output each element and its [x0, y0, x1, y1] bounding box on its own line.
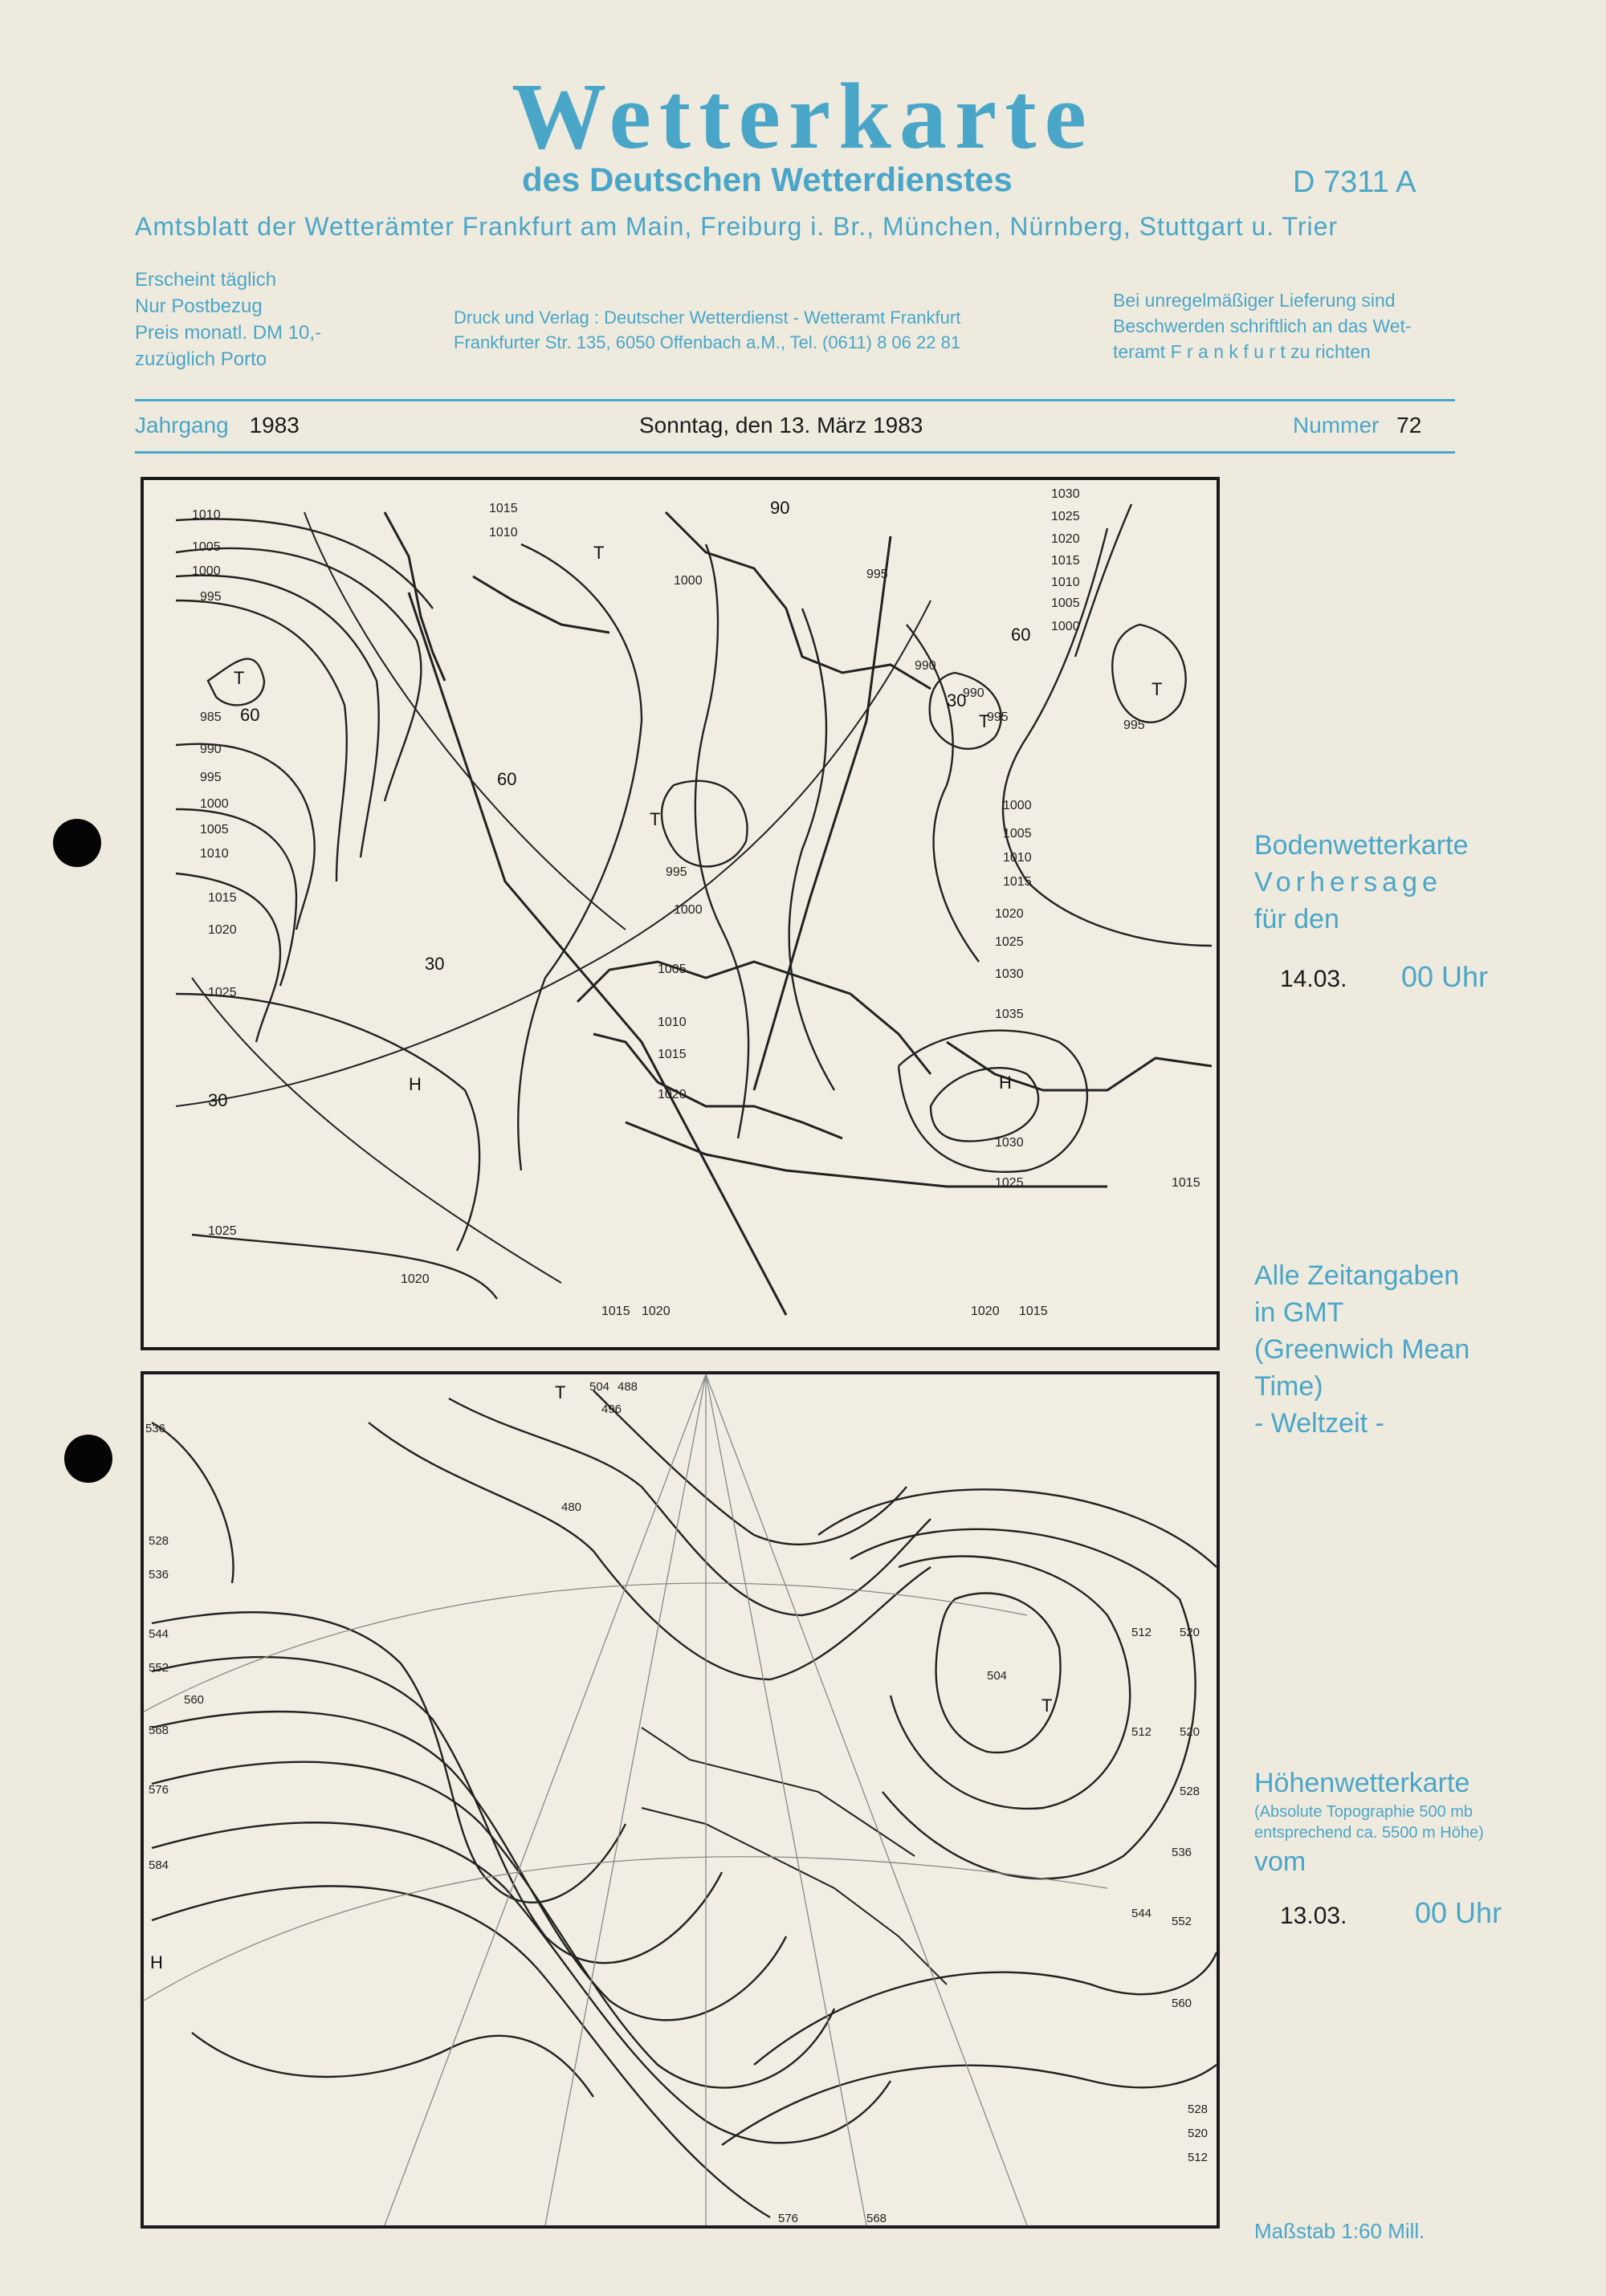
isobar-label: 995	[987, 710, 1009, 724]
height-contour	[152, 1612, 626, 1903]
height-label: 520	[1180, 1626, 1200, 1639]
latitude-label: 30	[947, 690, 967, 710]
isobar-label: 990	[200, 743, 222, 756]
height-label: 552	[149, 1661, 169, 1675]
surface-map-svg	[144, 480, 1217, 1347]
isobar-label: 985	[200, 710, 222, 724]
upper-map-caption	[1254, 1765, 1484, 1880]
isobar-label: 1020	[401, 1272, 430, 1286]
coastline	[947, 1042, 1212, 1090]
latitude-label: 60	[497, 769, 517, 789]
isobar-label: 1020	[1051, 532, 1080, 546]
masthead-subtitle: des Deutschen Wetterdienstes	[522, 161, 1013, 198]
height-contour	[850, 1529, 1196, 1879]
coastline	[642, 1808, 947, 1985]
height-contour	[593, 1390, 907, 1545]
isobar	[1003, 528, 1212, 946]
front-line	[754, 536, 891, 1090]
height-contour	[152, 1657, 722, 1963]
front-line	[409, 592, 786, 1315]
complaint-line: Beschwerden schriftlich an das Wet-	[1113, 315, 1412, 336]
fuer-den-label: für den	[1254, 904, 1339, 934]
time-note-line: - Weltzeit -	[1254, 1408, 1384, 1439]
isobar-label: 1020	[995, 907, 1024, 921]
nummer-value: 72	[1396, 413, 1422, 438]
postal-code: D 7311 A	[1293, 165, 1416, 199]
isobar-label: 1020	[208, 923, 237, 937]
punch-hole	[53, 819, 101, 867]
pressure-center: H	[999, 1073, 1012, 1093]
isobar-label: 990	[915, 659, 936, 673]
height-contour	[818, 1489, 1217, 1567]
isobar	[789, 609, 834, 1090]
lat-line	[304, 512, 626, 930]
height-label: 568	[866, 2212, 887, 2225]
isobar-label: 995	[1123, 719, 1145, 732]
height-label: 528	[1188, 2103, 1209, 2116]
upper-center: T	[1041, 1696, 1053, 1716]
isobar-label: 1000	[1003, 799, 1032, 812]
latitude-label: 30	[208, 1090, 228, 1110]
surface-map-caption	[1254, 827, 1469, 938]
coastline	[642, 1728, 915, 1856]
height-label: 584	[149, 1858, 169, 1872]
nummer	[1293, 413, 1421, 438]
isobar-label: 1030	[1051, 487, 1080, 501]
height-label: 496	[601, 1402, 622, 1416]
amtsblatt-line: Amtsblatt der Wetterämter Frankfurt am Main, Freiburg i. Br., München, Nürnberg, Stuttgart u. Trier	[135, 212, 1339, 241]
isobar	[518, 544, 642, 1170]
isobar-label: 995	[666, 865, 687, 879]
height-label: 536	[149, 1568, 169, 1582]
height-contour	[152, 1886, 770, 2217]
boden-title: Bodenwetterkarte	[1254, 830, 1469, 861]
pressure-center: T	[593, 543, 605, 563]
isobar-label: 1015	[1003, 875, 1032, 889]
masthead-title: Wetterkarte	[512, 63, 1094, 169]
height-label: 560	[1172, 1997, 1192, 2010]
pressure-center: T	[979, 711, 990, 731]
jahrgang-label: Jahrgang	[135, 413, 229, 438]
punch-hole	[64, 1435, 112, 1483]
height-label: 512	[1188, 2151, 1209, 2164]
isobar-label: 1015	[1051, 554, 1080, 568]
pressure-center: T	[234, 668, 245, 688]
complaint-line: teramt F r a n k f u r t zu richten	[1113, 341, 1371, 362]
isobar-label: 1010	[192, 508, 221, 522]
height-contour	[152, 1712, 786, 2020]
time-note	[1254, 1257, 1469, 1442]
height-label: 536	[145, 1422, 166, 1435]
hoehen-title: Höhenwetterkarte	[1254, 1768, 1470, 1798]
isobar-label: 1000	[674, 903, 703, 917]
isobar	[176, 548, 421, 801]
subscription-line: zuzüglich Porto	[135, 348, 267, 370]
coastline	[593, 1034, 842, 1138]
isobar-label: 1020	[971, 1305, 1000, 1318]
upper-center: H	[150, 1952, 163, 1972]
isobar-label: 1015	[208, 891, 237, 905]
isobar-label: 990	[963, 686, 984, 700]
height-label: 504	[589, 1380, 610, 1394]
height-label: 528	[149, 1534, 169, 1548]
height-label: 512	[1131, 1626, 1152, 1639]
boden-date: 14.03.	[1280, 966, 1347, 992]
time-note-line: (Greenwich Mean	[1254, 1334, 1470, 1365]
height-label: 568	[149, 1724, 169, 1737]
isobar-label: 1015	[1172, 1176, 1200, 1190]
time-note-line: Alle Zeitangaben	[1254, 1260, 1460, 1291]
subscription-line: Erscheint täglich	[135, 269, 277, 291]
isobar-label: 1010	[1051, 576, 1080, 589]
boden-time: 00 Uhr	[1401, 960, 1489, 993]
isobar-label: 1030	[995, 967, 1024, 981]
coastline	[577, 962, 931, 1074]
isobar-label: 1030	[995, 1136, 1024, 1150]
pressure-center: T	[650, 809, 661, 829]
isobar	[662, 781, 748, 867]
height-contour	[192, 2033, 593, 2097]
time-note-line: Time)	[1254, 1371, 1323, 1402]
height-label: 576	[149, 1783, 169, 1797]
latitude-label: 30	[425, 954, 445, 974]
isobar-label: 1005	[658, 963, 687, 976]
complaint-info	[1113, 287, 1412, 364]
vom-label: vom	[1254, 1846, 1306, 1877]
isobar-label: 1025	[208, 986, 237, 999]
isobar-label: 995	[200, 771, 222, 784]
isobar	[899, 1031, 1087, 1172]
height-contour	[891, 1557, 1130, 1809]
isobar-label: 1000	[1051, 620, 1080, 633]
publisher-info	[454, 305, 960, 355]
latitude-label: 60	[1011, 625, 1031, 645]
scale-note: Maßstab 1:60 Mill.	[1254, 2219, 1425, 2243]
publisher-line: Frankfurter Str. 135, 6050 Offenbach a.M., Tel. (0611) 8 06 22 81	[454, 332, 961, 352]
subscription-info	[135, 267, 321, 372]
height-label: 520	[1180, 1725, 1200, 1739]
isobar-label: 1025	[208, 1224, 237, 1238]
latitude-label: 90	[770, 498, 790, 518]
upper-map-svg	[144, 1374, 1217, 2225]
isobar	[176, 994, 479, 1251]
isobar-label: 1005	[200, 823, 229, 837]
isobar-label: 1015	[601, 1305, 630, 1318]
latitude-label: 60	[240, 705, 260, 725]
pressure-center: H	[409, 1074, 422, 1094]
isobar-label: 1035	[995, 1008, 1024, 1021]
lat-line	[192, 978, 561, 1283]
hoehen-note: entsprechend ca. 5500 m Höhe)	[1254, 1824, 1484, 1842]
isobar-label: 1000	[192, 564, 221, 578]
height-label: 528	[1180, 1785, 1200, 1798]
height-contour	[369, 1423, 931, 1679]
isobar-label: 1010	[1003, 851, 1032, 865]
isobar-label: 1010	[658, 1016, 687, 1029]
vorhersage-label: Vorhersage	[1254, 867, 1442, 898]
height-contour	[152, 1762, 834, 2088]
isobar-label: 1005	[1003, 827, 1032, 841]
jahrgang	[135, 413, 300, 438]
isobar-label: 1020	[642, 1305, 671, 1318]
isobar-label: 1025	[995, 1176, 1024, 1190]
isobar-label: 1005	[192, 540, 221, 554]
isobar-label: 1015	[658, 1048, 687, 1061]
bottom-rule	[135, 451, 1455, 454]
height-label: 544	[1131, 1907, 1152, 1920]
nummer-label: Nummer	[1293, 413, 1380, 438]
meridian	[706, 1374, 866, 2225]
isobar	[176, 744, 315, 930]
isobar-label: 1010	[200, 847, 229, 861]
isobar	[907, 625, 979, 962]
parallel	[144, 1857, 1107, 2001]
isobar	[1112, 625, 1185, 723]
isobar-label: 1025	[995, 935, 1024, 949]
issue-date: Sonntag, den 13. März 1983	[639, 413, 923, 438]
isobar-label: 1020	[658, 1088, 687, 1101]
hoehen-note: (Absolute Topographie 500 mb	[1254, 1803, 1474, 1821]
surface-weather-map	[141, 477, 1220, 1350]
height-label: 488	[618, 1380, 638, 1394]
isobar-label: 1015	[489, 502, 518, 515]
isobar-label: 1025	[1051, 510, 1080, 523]
subscription-line: Nur Postbezug	[135, 295, 263, 317]
meridian	[385, 1374, 706, 2225]
height-label: 560	[184, 1693, 205, 1707]
upper-air-map	[141, 1371, 1220, 2229]
coastline	[626, 1122, 1107, 1187]
top-rule	[135, 399, 1455, 401]
upper-center: T	[555, 1382, 566, 1402]
lat-line	[176, 600, 931, 1106]
time-note-line: in GMT	[1254, 1297, 1344, 1328]
height-label: 480	[561, 1500, 582, 1514]
height-label: 504	[987, 1669, 1008, 1683]
hoehen-time: 00 Uhr	[1415, 1896, 1502, 1929]
isobar-label: 995	[200, 590, 222, 604]
isobar-label: 1010	[489, 526, 518, 539]
isobar-label: 1000	[674, 574, 703, 588]
isobar	[192, 1235, 497, 1299]
complaint-line: Bei unregelmäßiger Lieferung sind	[1113, 290, 1396, 311]
isobar-label: 995	[866, 568, 888, 581]
jahrgang-value: 1983	[249, 413, 300, 438]
isobar	[176, 600, 347, 881]
height-contour	[754, 1952, 1217, 2065]
pressure-center: T	[1152, 679, 1163, 699]
isobar-label: 1015	[1019, 1305, 1048, 1318]
height-label: 576	[778, 2212, 799, 2225]
height-label: 512	[1131, 1725, 1152, 1739]
isobar	[695, 544, 748, 1138]
hoehen-date: 13.03.	[1280, 1903, 1347, 1929]
subscription-line: Preis monatl. DM 10,-	[135, 322, 322, 344]
isobar	[931, 1068, 1038, 1141]
height-label: 520	[1188, 2127, 1209, 2140]
publisher-line: Druck und Verlag : Deutscher Wetterdienst - Wetteramt Frankfurt	[454, 307, 961, 328]
isobar-label: 1000	[200, 797, 229, 811]
height-contour	[152, 1423, 234, 1583]
height-label: 536	[1172, 1846, 1192, 1859]
height-contour	[722, 2065, 1217, 2145]
height-label: 544	[149, 1627, 169, 1641]
height-label: 552	[1172, 1915, 1192, 1928]
isobar-label: 1005	[1051, 596, 1080, 610]
